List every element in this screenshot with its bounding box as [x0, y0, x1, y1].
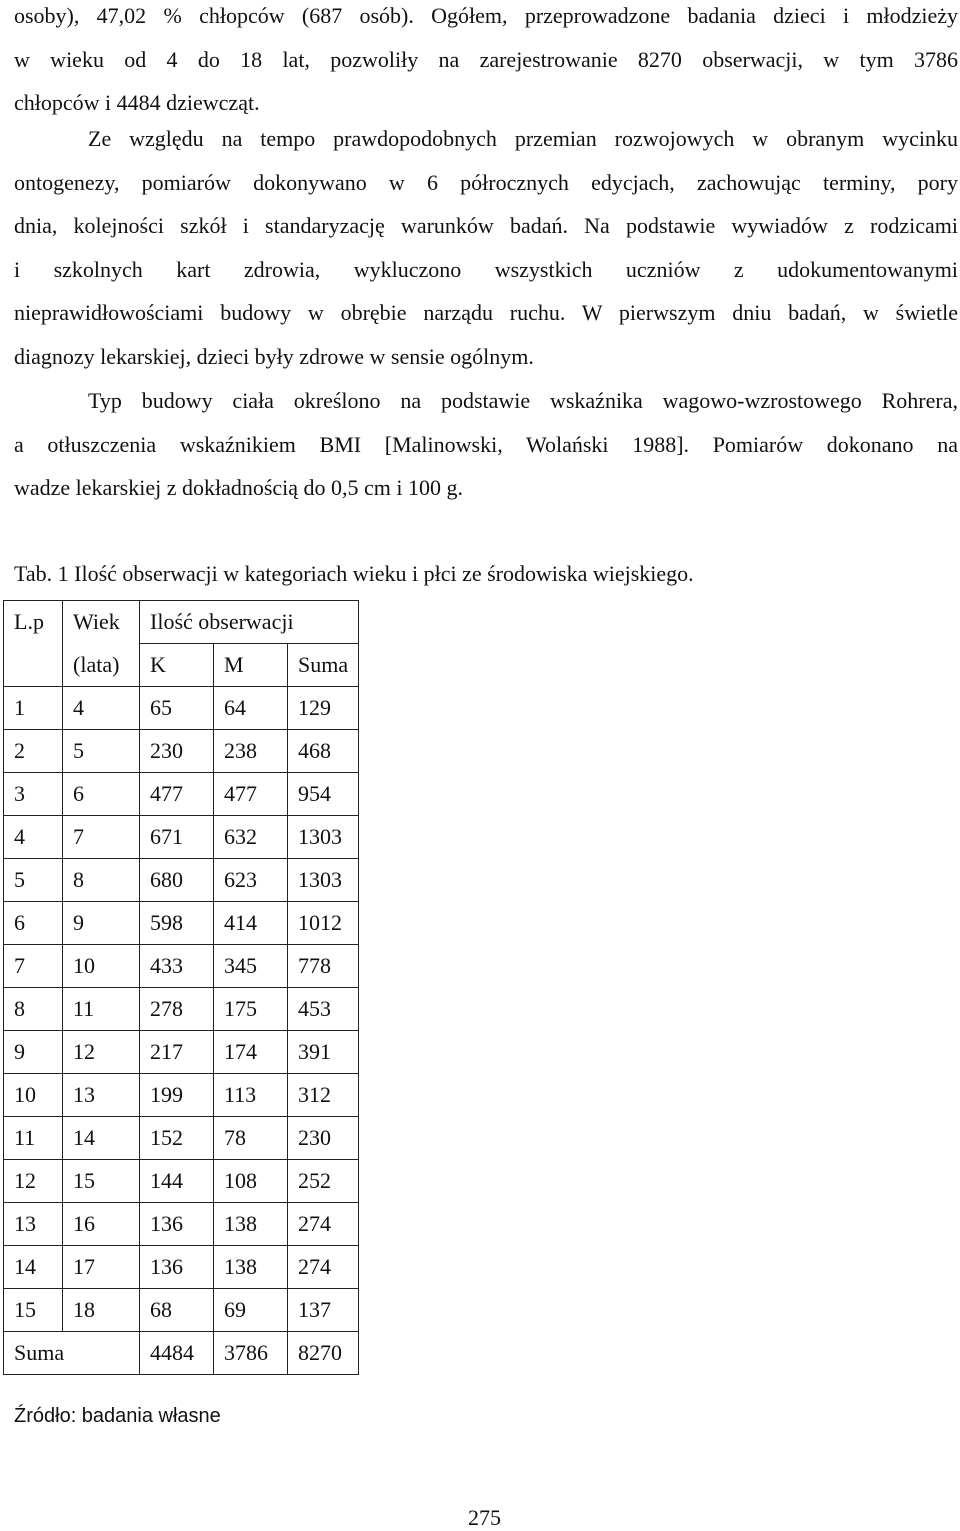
cell-lp: 4: [4, 816, 63, 859]
page-number: 275: [468, 1505, 501, 1530]
cell-suma: 129: [288, 687, 359, 730]
paragraph-3: [14, 379, 958, 510]
table-header-row: [4, 601, 359, 644]
header-k: K: [140, 644, 214, 687]
cell-k: 598: [140, 902, 214, 945]
table-row: [4, 1031, 359, 1074]
cell-suma: 1303: [288, 859, 359, 902]
cell-suma: 453: [288, 988, 359, 1031]
paragraph-1: [14, 0, 958, 125]
text-line: i szkolnych kart zdrowia, wykluczono wszystkich uczniów z udokumentowanymi: [14, 256, 958, 282]
text-line: diagnozy lekarskiej, dzieci były zdrowe w sensie ogólnym.: [14, 343, 534, 369]
cell-k: 230: [140, 730, 214, 773]
table-source: Źródło: badania własne: [14, 1405, 221, 1427]
cell-m: 138: [214, 1203, 288, 1246]
cell-wiek: 15: [63, 1160, 140, 1203]
cell-k: 136: [140, 1203, 214, 1246]
cell-suma: 1303: [288, 816, 359, 859]
cell-m: 78: [214, 1117, 288, 1160]
cell-k: 671: [140, 816, 214, 859]
table-total-row: [4, 1332, 359, 1375]
cell-wiek: 11: [63, 988, 140, 1031]
text-line: nieprawidłowościami budowy w obrębie narządu ruchu. W pierwszym dniu badań, w świetle: [14, 300, 958, 325]
cell-suma: 274: [288, 1203, 359, 1246]
table-row: [4, 687, 359, 730]
text-line: osoby), 47,02 % chłopców (687 osób). Ogółem, przeprowadzone badania dzieci i młodzieży: [14, 3, 958, 28]
cell-suma: 274: [288, 1246, 359, 1289]
cell-suma: 391: [288, 1031, 359, 1074]
table-row: [4, 1074, 359, 1117]
cell-lp: 14: [4, 1246, 63, 1289]
text-line: a otłuszczenia wskaźnikiem BMI [Malinowski, Wolański 1988]. Pomiarów dokonano na: [14, 431, 958, 457]
table-row: [4, 1117, 359, 1160]
header-m: M: [214, 644, 288, 687]
table-row: [4, 1246, 359, 1289]
text-line: ontogenezy, pomiarów dokonywano w 6 półrocznych edycjach, zachowując terminy, pory: [14, 169, 958, 195]
cell-m: 108: [214, 1160, 288, 1203]
cell-lp: 11: [4, 1117, 63, 1160]
cell-k: 278: [140, 988, 214, 1031]
observations-table: [3, 600, 359, 1375]
header-lp-empty: [4, 644, 63, 687]
cell-total-suma: 8270: [288, 1332, 359, 1375]
table-caption: Tab. 1 Ilość obserwacji w kategoriach wieku i płci ze środowiska wiejskiego.: [14, 561, 694, 586]
cell-wiek: 13: [63, 1074, 140, 1117]
cell-lp: 9: [4, 1031, 63, 1074]
table-row: [4, 902, 359, 945]
cell-wiek: 14: [63, 1117, 140, 1160]
cell-k: 152: [140, 1117, 214, 1160]
cell-total-m: 3786: [214, 1332, 288, 1375]
cell-wiek: 12: [63, 1031, 140, 1074]
cell-m: 632: [214, 816, 288, 859]
cell-lp: 6: [4, 902, 63, 945]
cell-lp: 1: [4, 687, 63, 730]
cell-total-label: Suma: [4, 1332, 140, 1375]
cell-suma: 230: [288, 1117, 359, 1160]
cell-suma: 252: [288, 1160, 359, 1203]
cell-m: 174: [214, 1031, 288, 1074]
cell-k: 477: [140, 773, 214, 816]
cell-lp: 12: [4, 1160, 63, 1203]
cell-lp: 2: [4, 730, 63, 773]
cell-k: 680: [140, 859, 214, 902]
cell-m: 623: [214, 859, 288, 902]
cell-lp: 10: [4, 1074, 63, 1117]
cell-wiek: 7: [63, 816, 140, 859]
text-line: wadze lekarskiej z dokładnością do 0,5 cm i 100 g.: [14, 475, 464, 500]
text-line: Ze względu na tempo prawdopodobnych przemian rozwojowych w obranym wycinku: [88, 126, 958, 151]
cell-wiek: 6: [63, 773, 140, 816]
text-line: w wieku od 4 do 18 lat, pozwoliły na zarejestrowanie 8270 obserwacji, w tym 3786: [14, 46, 958, 72]
table-row: [4, 816, 359, 859]
header-wiek-unit: (lata): [63, 644, 140, 687]
table-row: [4, 730, 359, 773]
cell-k: 217: [140, 1031, 214, 1074]
table-row: [4, 1160, 359, 1203]
cell-wiek: 18: [63, 1289, 140, 1332]
cell-m: 345: [214, 945, 288, 988]
header-wiek: Wiek: [63, 601, 140, 644]
cell-m: 138: [214, 1246, 288, 1289]
text-line: dnia, kolejności szkół i standaryzację warunków badań. Na podstawie wywiadów z rodzicami: [14, 213, 958, 238]
cell-k: 68: [140, 1289, 214, 1332]
table-subheader-row: [4, 644, 359, 687]
cell-lp: 7: [4, 945, 63, 988]
table-row: [4, 988, 359, 1031]
header-lp: L.p: [4, 601, 63, 644]
paragraph-2: [14, 117, 958, 378]
cell-wiek: 17: [63, 1246, 140, 1289]
cell-k: 136: [140, 1246, 214, 1289]
cell-suma: 468: [288, 730, 359, 773]
cell-wiek: 4: [63, 687, 140, 730]
cell-m: 238: [214, 730, 288, 773]
cell-total-k: 4484: [140, 1332, 214, 1375]
cell-m: 414: [214, 902, 288, 945]
table-row: [4, 859, 359, 902]
cell-m: 64: [214, 687, 288, 730]
cell-k: 144: [140, 1160, 214, 1203]
cell-suma: 312: [288, 1074, 359, 1117]
cell-suma: 1012: [288, 902, 359, 945]
cell-wiek: 8: [63, 859, 140, 902]
cell-m: 477: [214, 773, 288, 816]
cell-suma: 778: [288, 945, 359, 988]
cell-wiek: 5: [63, 730, 140, 773]
header-ilosc-obserwacji: Ilość obserwacji: [140, 601, 359, 644]
cell-m: 113: [214, 1074, 288, 1117]
cell-wiek: 16: [63, 1203, 140, 1246]
table-row: [4, 1203, 359, 1246]
cell-m: 175: [214, 988, 288, 1031]
text-line: chłopców i 4484 dziewcząt.: [14, 90, 260, 115]
cell-wiek: 10: [63, 945, 140, 988]
cell-lp: 8: [4, 988, 63, 1031]
text-line: Typ budowy ciała określono na podstawie wskaźnika wagowo-wzrostowego Rohrera,: [88, 388, 958, 413]
table-row: [4, 1289, 359, 1332]
cell-k: 199: [140, 1074, 214, 1117]
cell-k: 65: [140, 687, 214, 730]
table-row: [4, 773, 359, 816]
table-row: [4, 945, 359, 988]
cell-lp: 15: [4, 1289, 63, 1332]
cell-m: 69: [214, 1289, 288, 1332]
cell-suma: 137: [288, 1289, 359, 1332]
cell-lp: 5: [4, 859, 63, 902]
cell-suma: 954: [288, 773, 359, 816]
cell-lp: 3: [4, 773, 63, 816]
cell-wiek: 9: [63, 902, 140, 945]
cell-lp: 13: [4, 1203, 63, 1246]
cell-k: 433: [140, 945, 214, 988]
header-suma: Suma: [288, 644, 359, 687]
